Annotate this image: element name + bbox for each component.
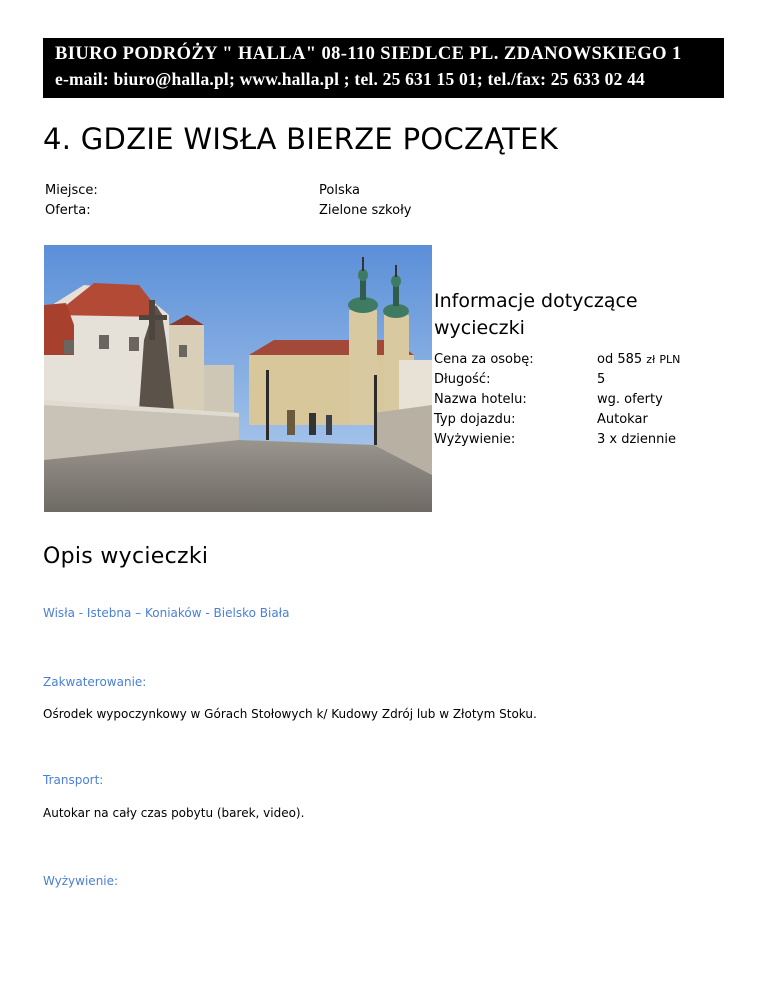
meta-label: Oferta:: [45, 203, 91, 218]
agency-address-line: BIURO PODRÓŻY " HALLA" 08-110 SIEDLCE PL. ZDANOWSKIEGO 1: [55, 44, 682, 64]
meta-label: Miejsce:: [45, 183, 98, 198]
info-label: Nazwa hotelu:: [434, 392, 527, 407]
accommodation-text: Ośrodek wypoczynkowy w Górach Stołowych k/ Kudowy Zdrój lub w Złotym Stoku.: [43, 707, 537, 721]
meta-value: Zielone szkoły: [319, 203, 412, 218]
info-value: 5: [597, 372, 606, 387]
currency-code: PLN: [659, 353, 681, 366]
meals-label: Wyżywienie:: [43, 874, 119, 888]
transport-text: Autokar na cały czas pobytu (barek, video).: [43, 806, 305, 820]
price-amount: od 585: [597, 352, 643, 367]
agency-contact-line: e-mail: biuro@halla.pl; www.halla.pl ; tel. 25 631 15 01; tel./fax: 25 633 02 44: [55, 69, 645, 89]
accommodation-label: Zakwaterowanie:: [43, 675, 147, 689]
info-value: 3 x dziennie: [597, 432, 677, 447]
description-heading: Opis wycieczki: [43, 544, 209, 569]
info-label: Wyżywienie:: [434, 432, 516, 447]
trip-info-heading: Informacje dotyczące wycieczki: [434, 290, 638, 339]
meta-row-place: [45, 183, 360, 198]
trip-info-panel: [434, 288, 734, 452]
transport-label: Transport:: [43, 773, 104, 787]
info-value: Autokar: [597, 412, 648, 427]
info-value: wg. oferty: [597, 392, 663, 407]
info-value-price: [597, 352, 680, 367]
info-row-meals: [434, 432, 734, 452]
meta-value: Polska: [319, 183, 360, 198]
info-label: Długość:: [434, 372, 491, 387]
agency-header-banner: [43, 38, 724, 98]
info-row-duration: [434, 372, 734, 392]
page-title: 4. GDZIE WISŁA BIERZE POCZĄTEK: [43, 122, 559, 156]
info-label: Typ dojazdu:: [434, 412, 516, 427]
info-row-hotel: [434, 392, 734, 412]
info-row-price: [434, 352, 734, 372]
trip-photo: [44, 245, 432, 512]
info-row-transport: [434, 412, 734, 432]
route-text: Wisła - Istebna – Koniaków - Bielsko Biała: [43, 606, 290, 620]
info-label: Cena za osobę:: [434, 352, 534, 367]
meta-row-offer: [45, 203, 412, 218]
currency-symbol: zł: [646, 353, 656, 366]
